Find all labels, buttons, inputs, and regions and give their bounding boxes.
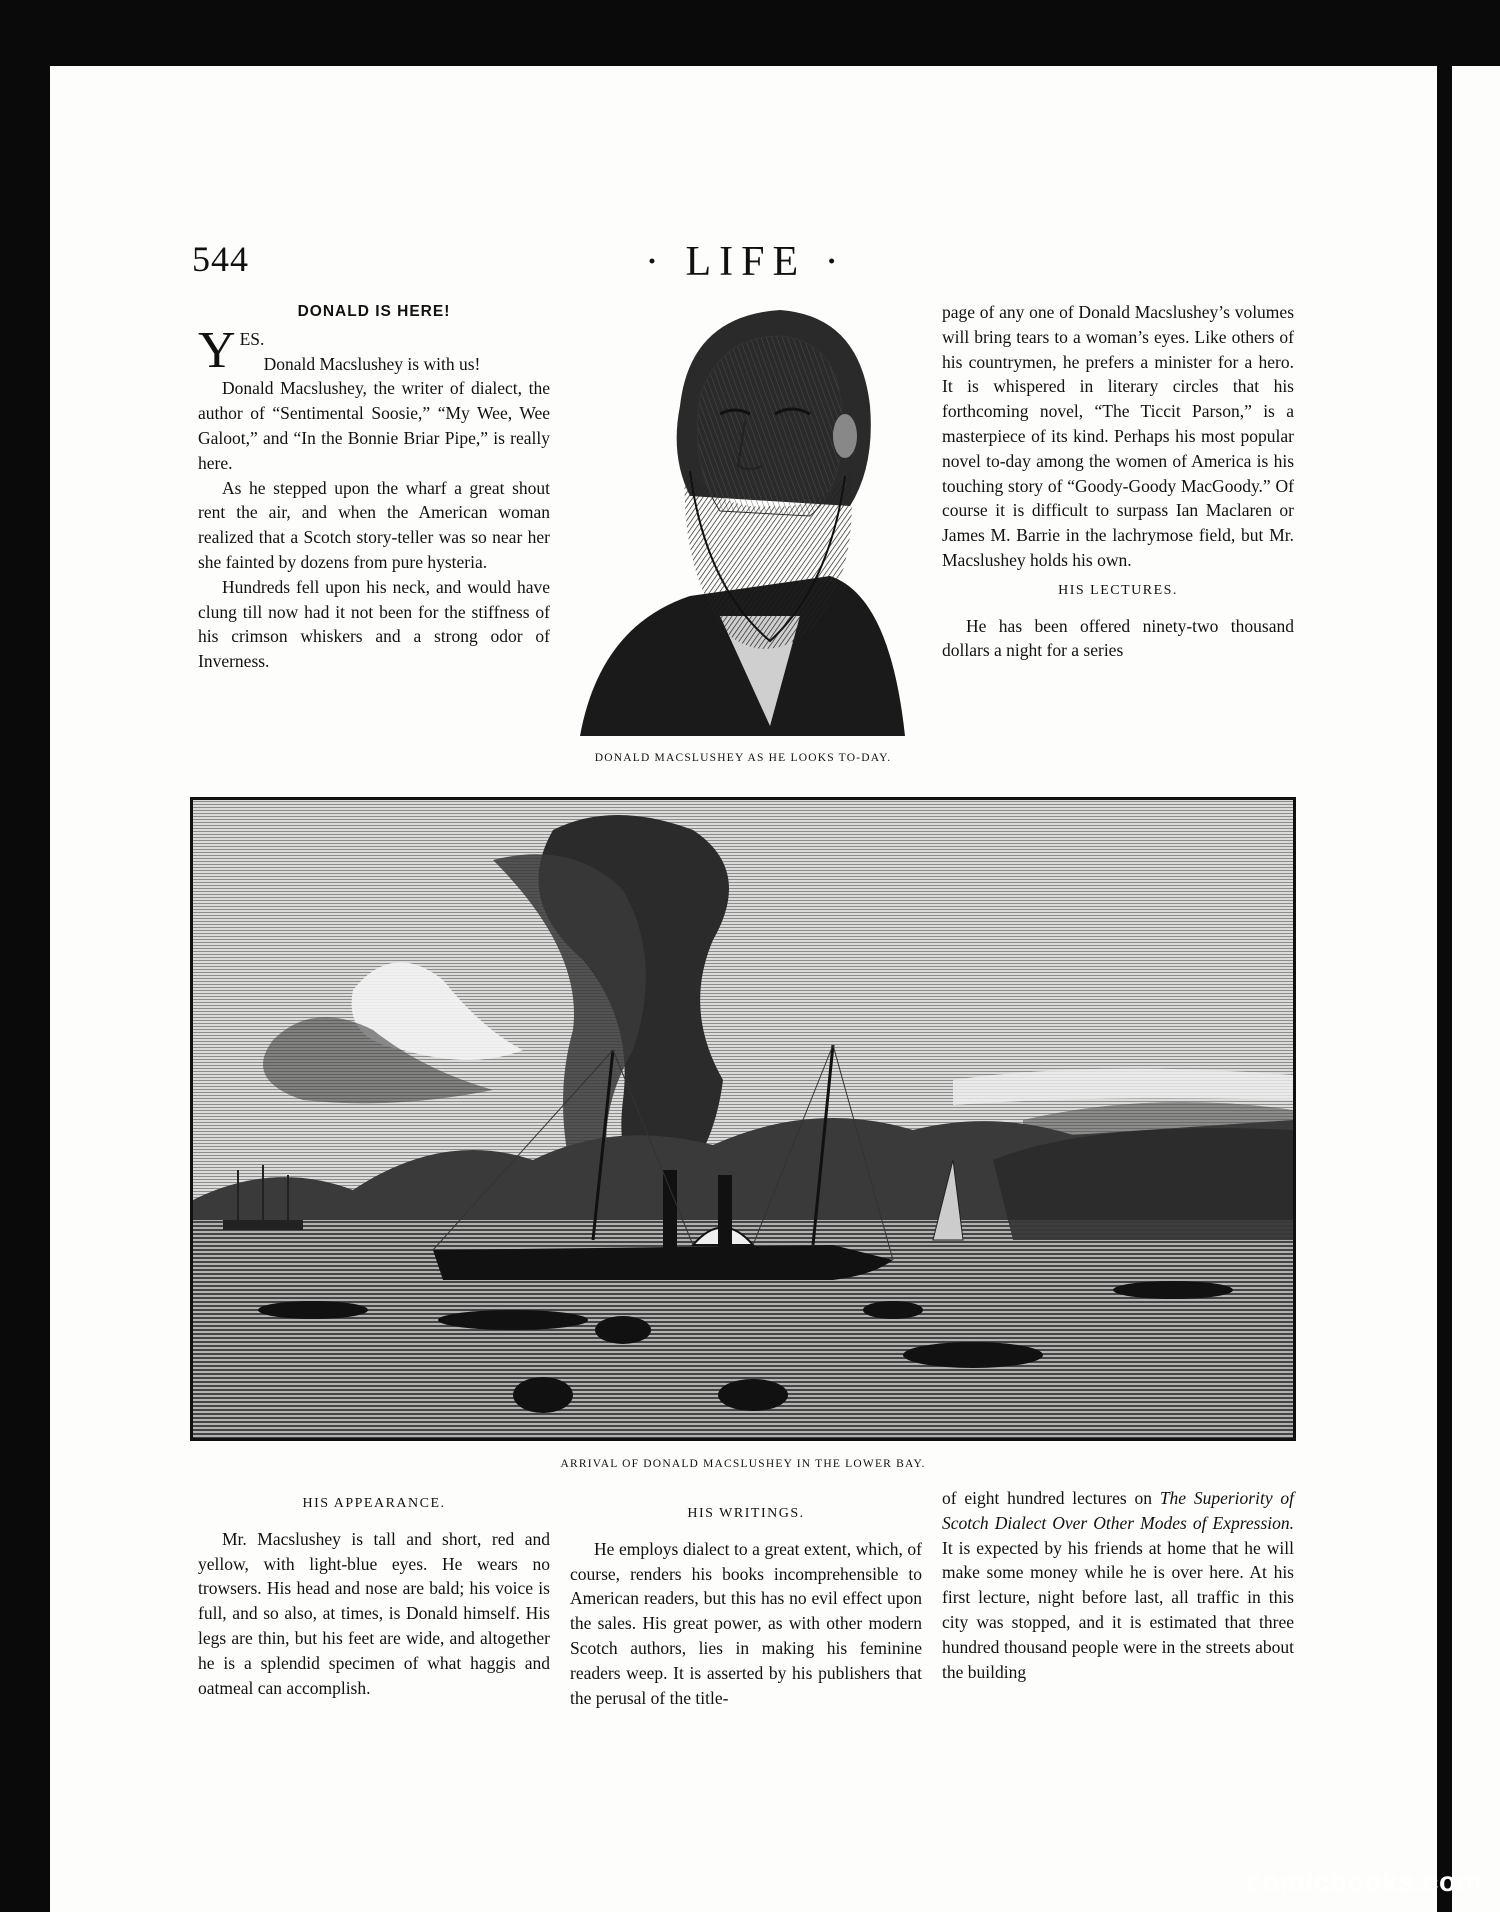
harbor-image bbox=[193, 800, 1293, 1438]
next-page-edge bbox=[1446, 66, 1500, 1912]
text-run: of eight hundred lectures on bbox=[942, 1488, 1160, 1508]
article-heading: DONALD IS HERE! bbox=[297, 303, 451, 320]
lectures-heading: HIS LECTURES. bbox=[1058, 582, 1178, 598]
portrait-image bbox=[570, 296, 912, 744]
appearance-column bbox=[198, 1486, 550, 1700]
harbor-engraving bbox=[190, 797, 1296, 1441]
page-number: 544 bbox=[192, 239, 249, 279]
writings-column bbox=[570, 1496, 922, 1710]
portrait-caption: DONALD MACSLUSHEY AS HE LOOKS TO-DAY. bbox=[594, 752, 892, 764]
paragraph bbox=[942, 1486, 1294, 1684]
text-run: It is expected by his friends at home that he will make some money while he is over here. At his first lecture, night before last, all traffic in this city was stopped, and it is estimated that three hundred thousand people were in the streets about the building bbox=[942, 1537, 1294, 1682]
watermark: comicbooks.com bbox=[1246, 1866, 1482, 1897]
lecture-title: The Superiority of Scotch Dialect Over Other Modes of Expression. bbox=[942, 1488, 1295, 1533]
scene-caption: ARRIVAL OF DONALD MACSLUSHEY IN THE LOWER BAY. bbox=[560, 1458, 926, 1470]
paragraph: He employs dialect to a great extent, which, of course, renders his books incomprehensible to American readers, but this has no evil effect upon the sales. His great power, as with other modern Scotch authors, lies in making his feminine readers weep. It is asserted by his publishers that the perusal of the title- bbox=[570, 1538, 922, 1708]
opening-word: ES. bbox=[239, 328, 265, 349]
appearance-heading: HIS APPEARANCE. bbox=[302, 1496, 446, 1511]
article-column-3 bbox=[942, 300, 1294, 663]
portrait-engraving bbox=[570, 296, 912, 744]
masthead: · LIFE · bbox=[645, 239, 847, 285]
paragraph: Donald Macslushey, the writer of dialect, the author of “Sentimental Soosie,” “My Wee, Wee Galoot,” and “In the Bonnie Briar Pipe,” is really here. bbox=[198, 378, 550, 473]
writings-heading: HIS WRITINGS. bbox=[687, 1506, 805, 1521]
paragraph: As he stepped upon the wharf a great shout rent the air, and when the American woman realized that a Scotch story-teller was so near her she fainted by dozens from pure hysteria. bbox=[198, 477, 550, 572]
article-column-1 bbox=[198, 300, 550, 674]
paragraph: Donald Macslushey is with us! bbox=[263, 353, 481, 374]
lectures-continued-column bbox=[942, 1486, 1294, 1684]
paragraph: Mr. Macslushey is tall and short, red and yellow, with light-blue eyes. He wears no trowsers. His head and nose are bald; his voice is full, and so also, at times, is Donald himself. His legs are thin, but his feet are wide, and altogether he is a splendid specimen of what haggis and oatmeal can accomplish. bbox=[198, 1528, 550, 1698]
drop-cap: Y bbox=[198, 321, 236, 379]
paragraph: He has been offered ninety-two thousand dollars a night for a series bbox=[942, 615, 1294, 661]
paragraph: page of any one of Donald Macslushey’s volumes will bring tears to a woman’s eyes. Like others of his countrymen, he prefers a minister for a hero. It is whispered in literary circles that his forthcoming novel, “The Ticcit Parson,” is a masterpiece of its kind. Perhaps his most popular novel to-day among the women of America is his touching story of “Goody-Goody MacGoody.” Of course it is difficult to surpass Ian Maclaren or James M. Barrie in the lachrymose field, but Mr. Macslushey holds his own. bbox=[942, 302, 1294, 570]
paragraph: Hundreds fell upon his neck, and would have clung till now had it not been for the stiffness of his crimson whiskers and a strong odor of Inverness. bbox=[198, 576, 550, 672]
